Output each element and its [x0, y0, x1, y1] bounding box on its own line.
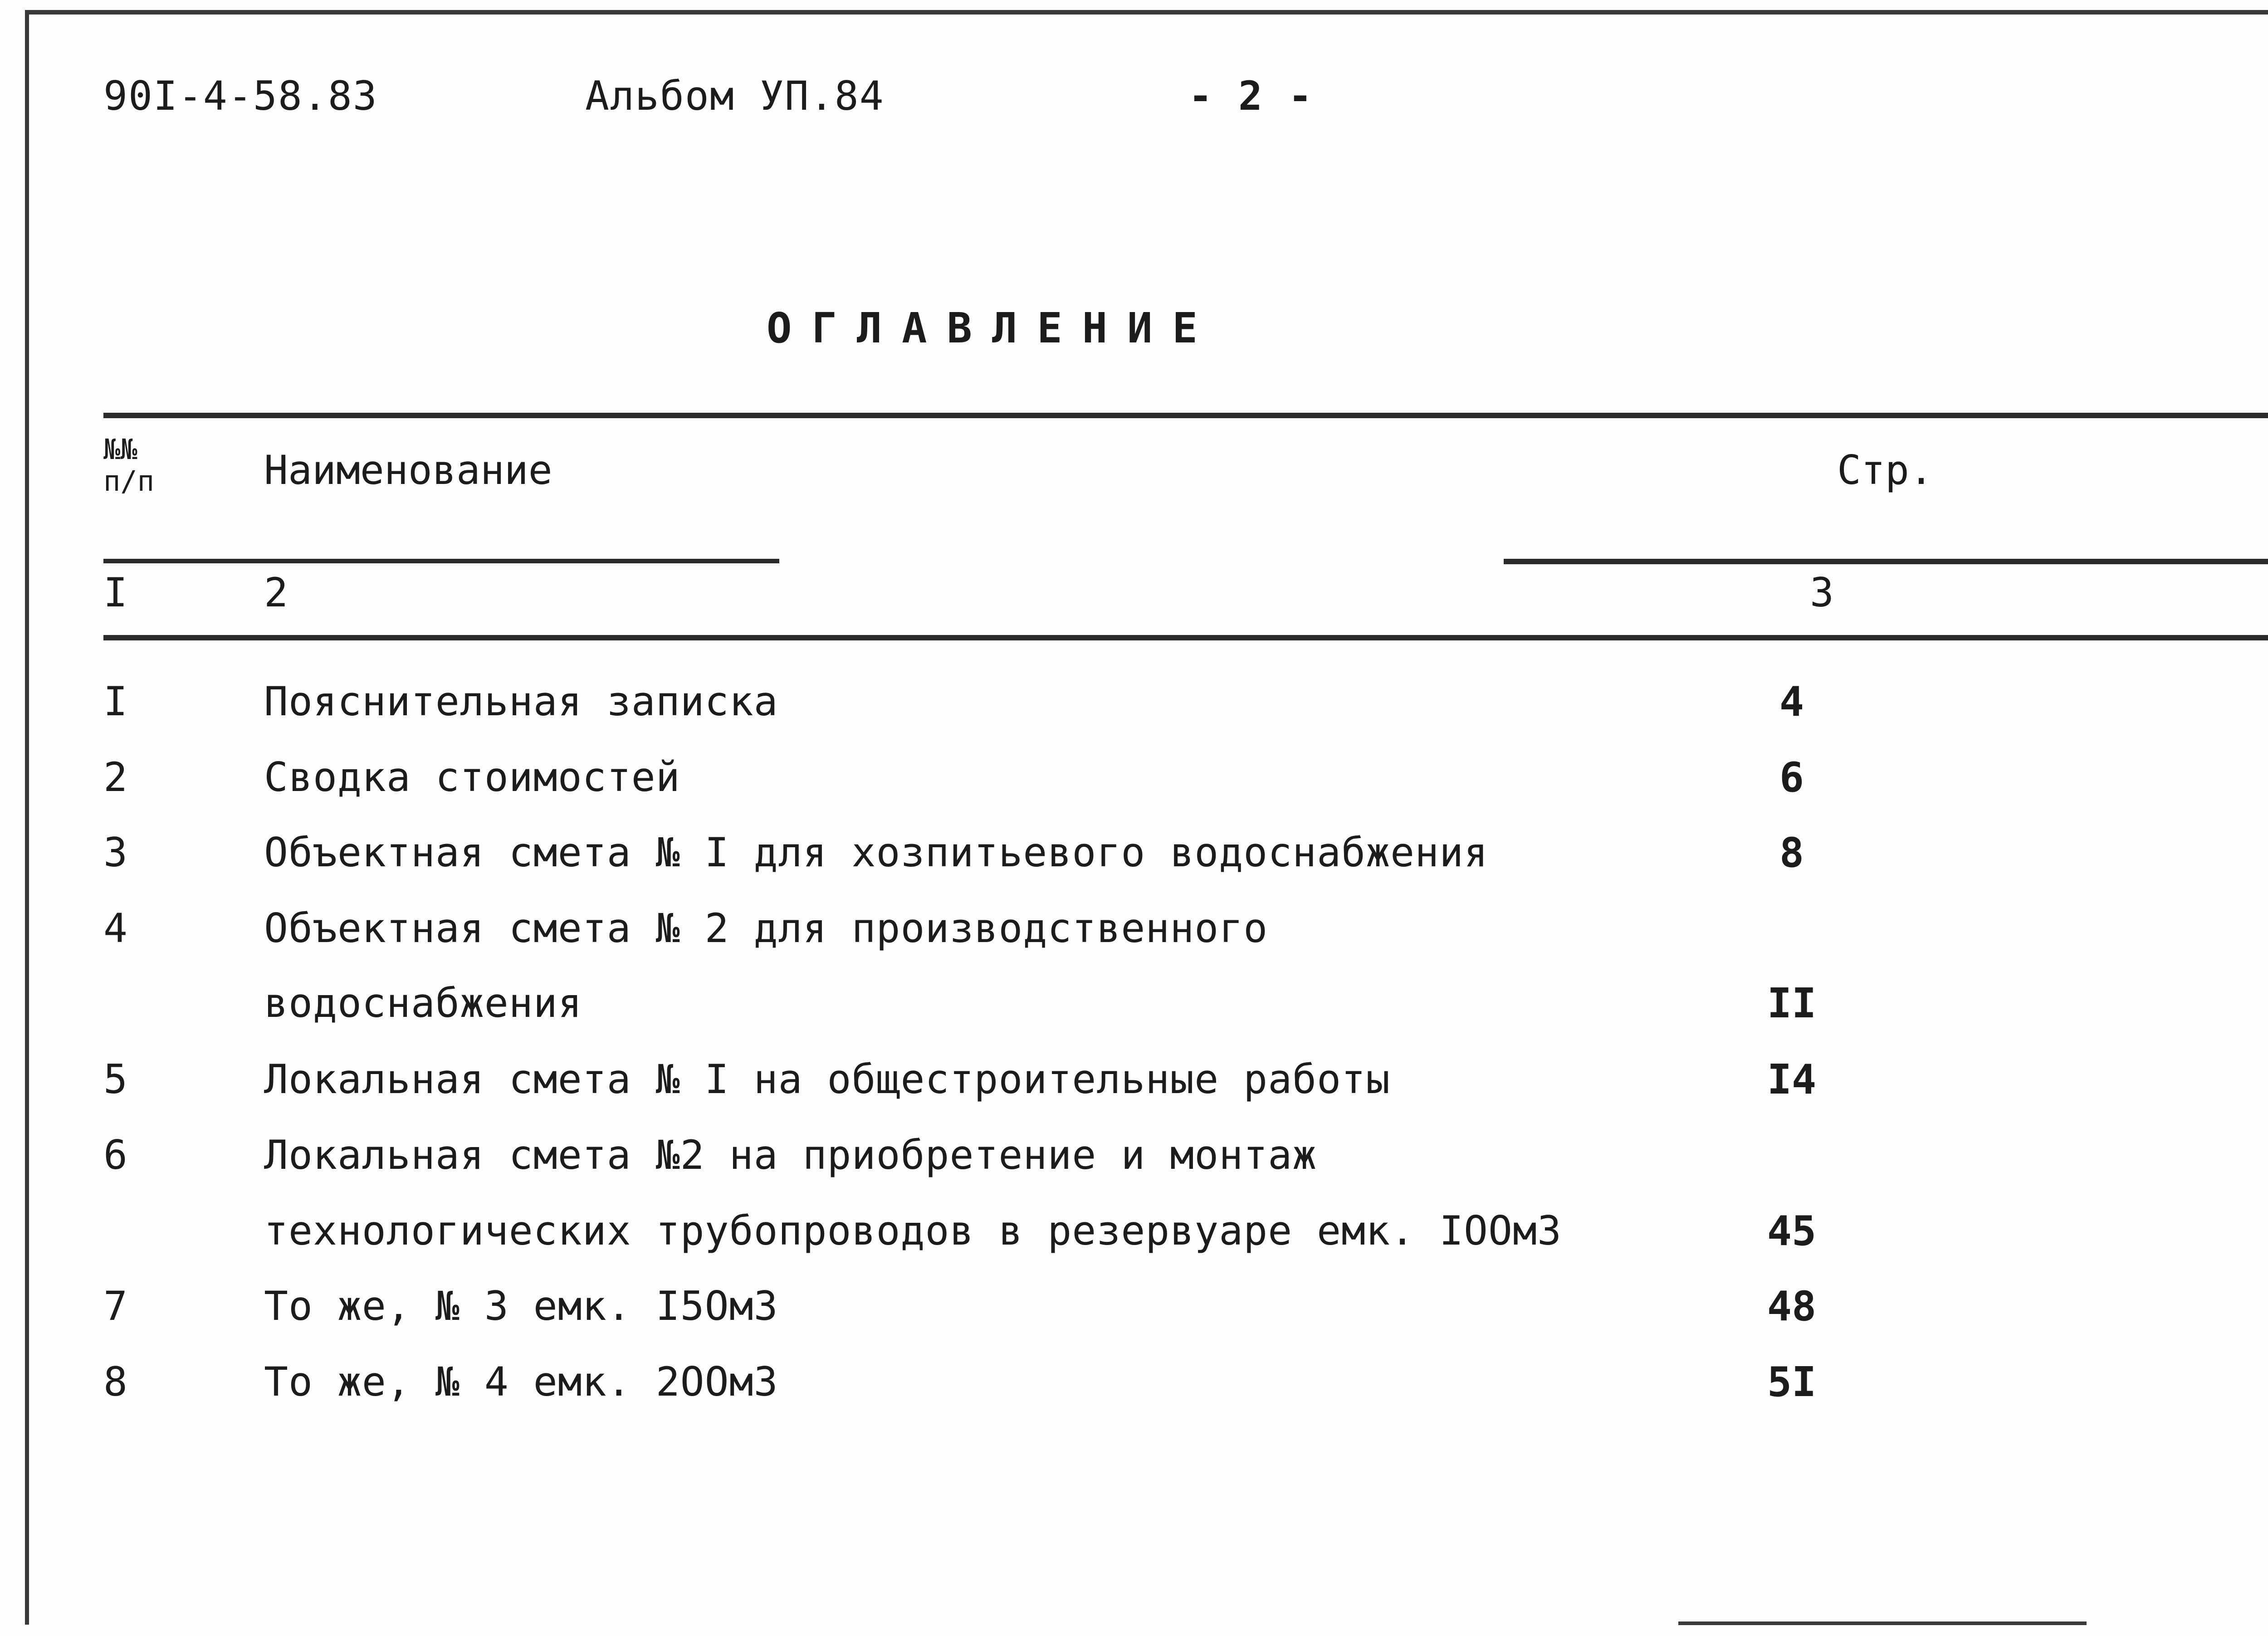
row-name: Локальная смета №2 на приобретение и монтаж: [264, 1132, 1317, 1178]
row-number: 2: [103, 754, 127, 801]
table-row: [0, 905, 2268, 977]
row-page: 4: [1779, 678, 1804, 726]
table-row: [0, 1358, 2268, 1431]
table-row: [0, 1207, 2268, 1280]
table-row: [0, 754, 2268, 826]
row-page: 6: [1779, 754, 1804, 801]
row-number: 6: [103, 1132, 127, 1178]
row-name: Локальная смета № I на общестроительные работы: [264, 1056, 1391, 1103]
table-row: [0, 1132, 2268, 1204]
column-number-1: I: [103, 569, 127, 616]
bottom-rule: [1678, 1621, 2087, 1625]
column-header-page: Стр.: [1837, 447, 1933, 493]
page-number: - 2 -: [1188, 73, 1313, 119]
row-page: 8: [1779, 829, 1804, 877]
row-name: То же, № 3 емк. I5Ом3: [264, 1283, 778, 1329]
column-header-num-top: №№: [103, 433, 137, 466]
column-numbers-rule: [103, 635, 2268, 640]
row-page: 48: [1767, 1283, 1817, 1330]
row-name: Сводка стоимостей: [264, 754, 680, 801]
frame-top-border: [25, 10, 2268, 15]
row-number: I: [103, 678, 127, 725]
row-name: технологических трубопроводов в резервуаре емк. IООм3: [264, 1207, 1562, 1254]
table-row: [0, 1283, 2268, 1355]
row-page: I4: [1767, 1056, 1817, 1104]
row-number: 3: [103, 829, 127, 876]
row-name: Пояснительная записка: [264, 678, 778, 725]
header-rule-right: [1504, 559, 2268, 564]
table-row: [0, 678, 2268, 751]
row-page: II: [1767, 980, 1817, 1027]
column-number-2: 2: [264, 569, 288, 616]
row-number: 5: [103, 1056, 127, 1103]
album-label: Альбом УП.84: [585, 73, 885, 119]
table-row: [0, 980, 2268, 1052]
row-number: 7: [103, 1283, 127, 1329]
table-row: [0, 1056, 2268, 1128]
column-header-num-bottom: п/п: [103, 464, 154, 498]
column-header-name: Наименование: [264, 447, 552, 493]
row-page: 5I: [1767, 1358, 1817, 1406]
table-row: [0, 829, 2268, 902]
row-name: Объектная смета № 2 для производственного: [264, 905, 1268, 952]
row-name: Объектная смета № I для хозпитьевого водоснабжения: [264, 829, 1489, 876]
row-name: То же, № 4 емк. 2ООм3: [264, 1358, 778, 1405]
row-name: водоснабжения: [264, 980, 582, 1026]
row-number: 4: [103, 905, 127, 952]
table-top-rule: [103, 413, 2268, 418]
column-number-3: 3: [1810, 569, 1834, 616]
header-rule-left: [103, 559, 779, 563]
row-number: 8: [103, 1358, 127, 1405]
document-code: 90I-4-58.83: [103, 73, 378, 119]
page-title: ОГЛАВЛЕНИЕ: [767, 304, 1217, 352]
row-page: 45: [1767, 1207, 1817, 1255]
